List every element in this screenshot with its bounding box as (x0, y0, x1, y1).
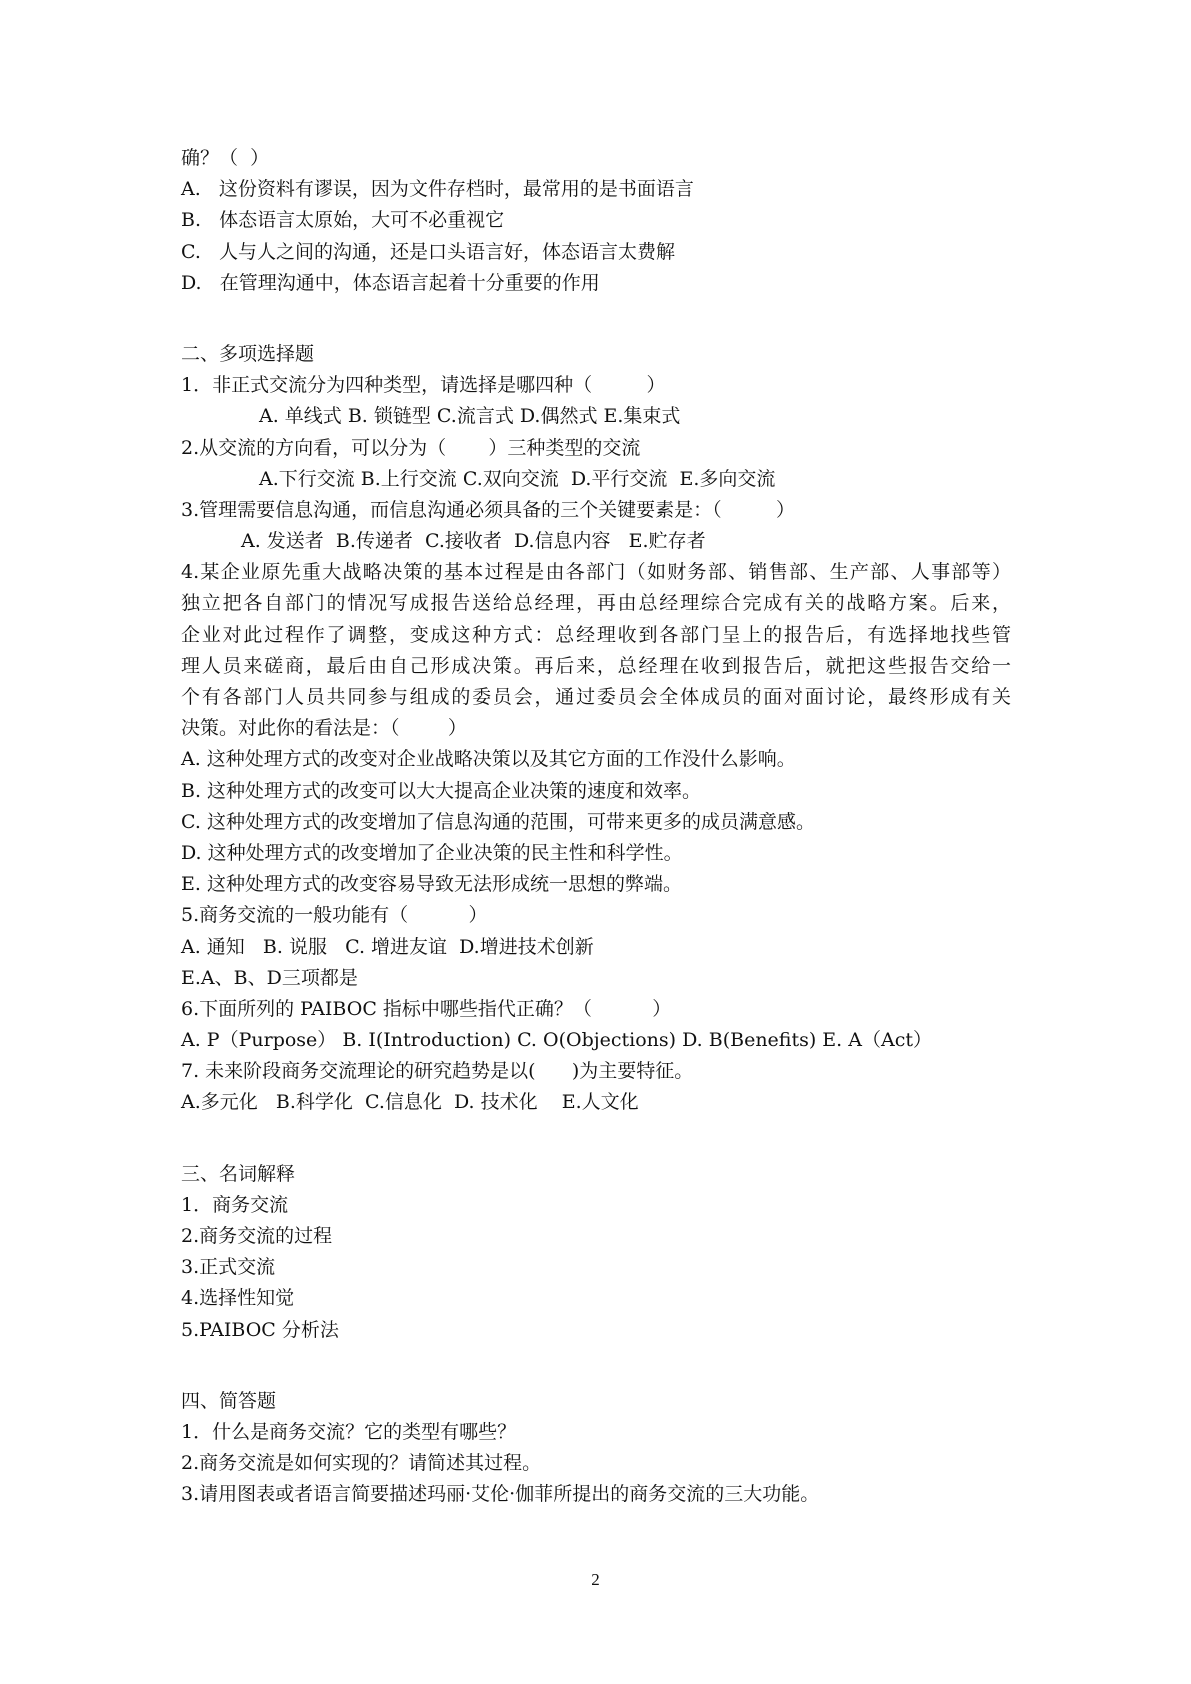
document-page (181, 143, 1011, 1511)
question-4-option-b: B. 这种处理方式的改变可以大大提高企业决策的速度和效率。 (181, 779, 702, 802)
question-2-options: A.下行交流 B.上行交流 C.双向交流 D.平行交流 E.多向交流 (259, 467, 776, 490)
spacer (181, 299, 1011, 339)
question-6-options: A. P（Purpose） B. I(Introduction) C. O(Objections) D. B(Benefits) E. A（Act） (181, 1029, 932, 1052)
page-number: 2 (591, 1570, 600, 1589)
definition-item: 3.正式交流 (181, 1256, 276, 1279)
question-continuation: 确？（ ） (181, 147, 270, 169)
short-answer-item: 3.请用图表或者语言简要描述玛丽·艾伦·伽菲所提出的商务交流的三大功能。 (181, 1483, 820, 1506)
question-7: 7. 未来阶段商务交流理论的研究趋势是以( )为主要特征。 (181, 1060, 694, 1083)
definition-item: 2.商务交流的过程 (181, 1225, 333, 1247)
question-4-line: 个有各部门人员共同参与组成的委员会，通过委员会全体成员的面对面讨论，最终形成有关 (181, 686, 1011, 708)
question-4-line: 理人员来磋商，最后由自己形成决策。再后来，总经理在收到报告后，就把这些报告交给一 (181, 654, 1011, 677)
option-a: A. 这份资料有谬误，因为文件存档时，最常用的是书面语言 (181, 178, 694, 201)
option-c: C. 人与人之间的沟通，还是口头语言好，体态语言太费解 (181, 240, 676, 263)
question-6: 6.下面所列的 PAIBOC 指标中哪些指代正确？（ ） (181, 997, 672, 1020)
question-1: 1．非正式交流分为四种类型，请选择是哪四种（ ） (181, 374, 666, 397)
question-5-options: A. 通知 B. 说服 C. 增进友谊 D.增进技术创新 (181, 935, 594, 958)
question-4-option-e: E. 这种处理方式的改变容易导致无法形成统一思想的弊端。 (181, 873, 682, 896)
option-b: B. 体态语言太原始，大可不必重视它 (181, 209, 505, 232)
question-1-options: A. 单线式 B. 锁链型 C.流言式 D.偶然式 E.集束式 (259, 405, 681, 428)
question-3-options: A. 发送者 B.传递者 C.接收者 D.信息内容 E.贮存者 (241, 530, 706, 553)
question-4-line: 独立把各自部门的情况写成报告送给总经理，再由总经理综合完成有关的战略方案。后来， (181, 592, 1011, 615)
question-4-line: 4.某企业原先重大战略决策的基本过程是由各部门（如财务部、销售部、生产部、人事部等） (181, 561, 1011, 584)
short-answer-item: 1．什么是商务交流？它的类型有哪些？ (181, 1420, 517, 1443)
section-title-definitions: 三、名词解释 (181, 1162, 296, 1185)
question-4-last-line: 决策。对此你的看法是：（ ） (181, 717, 467, 740)
question-5-option-e: E.A、B、D三项都是 (181, 966, 358, 989)
question-4-option-c: C. 这种处理方式的改变增加了信息沟通的范围，可带来更多的成员满意感。 (181, 810, 815, 833)
definition-item: 1．商务交流 (181, 1193, 289, 1216)
spacer (181, 1346, 1011, 1386)
question-4-option-a: A. 这种处理方式的改变对企业战略决策以及其它方面的工作没什么影响。 (181, 748, 796, 771)
question-5: 5.商务交流的一般功能有（ ） (181, 904, 488, 927)
question-4-option-d: D. 这种处理方式的改变增加了企业决策的民主性和科学性。 (181, 841, 683, 864)
section-title-multiple-choice: 二、多项选择题 (181, 342, 315, 365)
section-title-short-answer: 四、简答题 (181, 1389, 277, 1412)
definition-item: 4.选择性知觉 (181, 1287, 295, 1310)
question-4-line: 企业对此过程作了调整，变成这种方式：总经理收到各部门呈上的报告后，有选择地找些管 (181, 623, 1011, 646)
definition-item: 5.PAIBOC 分析法 (181, 1318, 339, 1341)
question-2: 2.从交流的方向看，可以分为（ ）三种类型的交流 (181, 436, 641, 459)
short-answer-item: 2.商务交流是如何实现的？请简述其过程。 (181, 1452, 542, 1475)
spacer (181, 1119, 1011, 1159)
option-d: D. 在管理沟通中，体态语言起着十分重要的作用 (181, 271, 600, 294)
question-7-options: A.多元化 B.科学化 C.信息化 D. 技术化 E.人文化 (181, 1091, 639, 1114)
question-3: 3.管理需要信息沟通，而信息沟通必须具备的三个关键要素是：（ ） (181, 498, 795, 521)
